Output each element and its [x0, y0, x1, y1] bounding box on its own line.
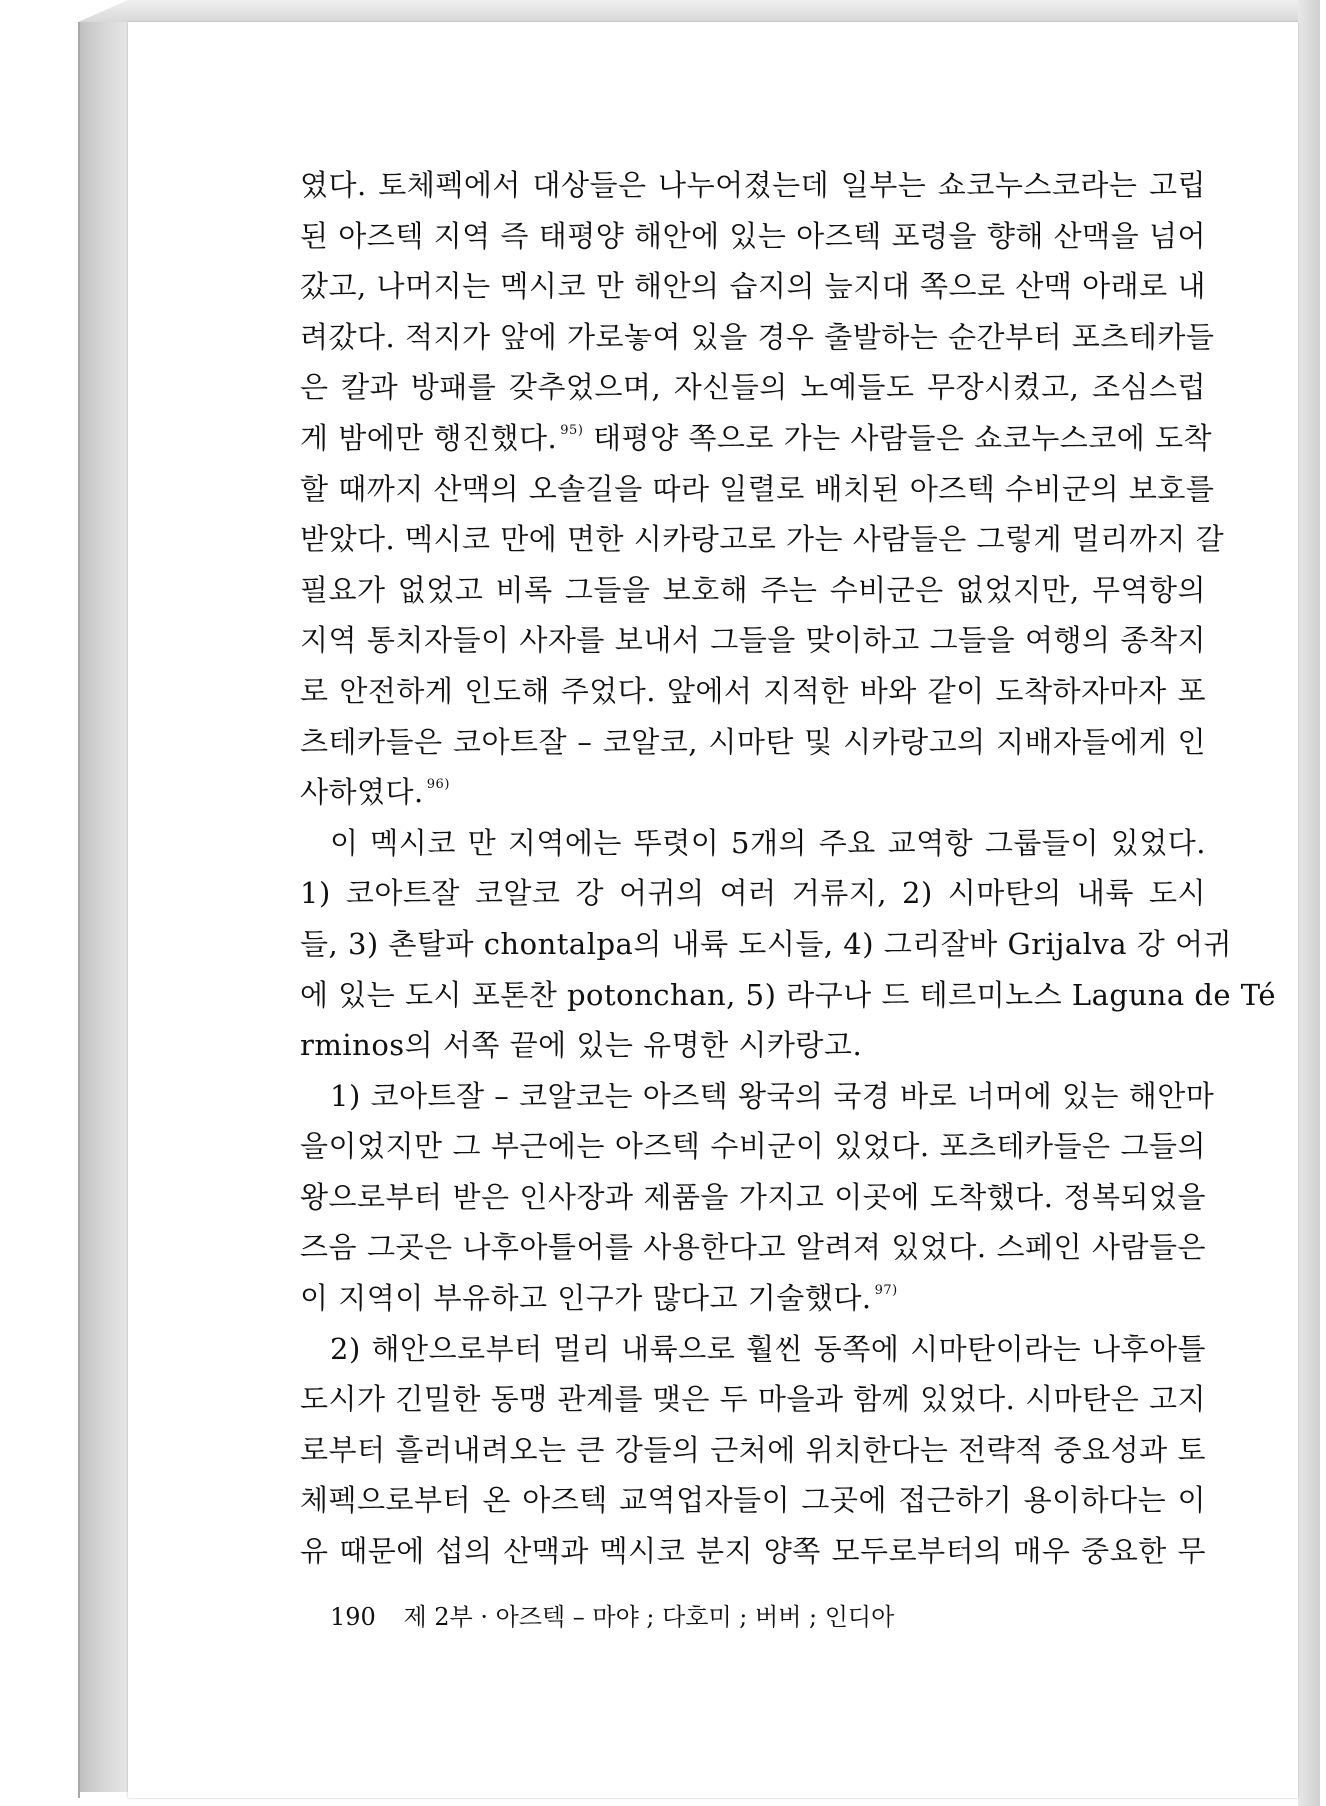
- line-text: 유 때문에 섭의 산맥과 멕시코 분지 양쪽 모두로부터의 매우 중요한 무: [300, 1534, 1206, 1569]
- text-line: [300, 565, 1206, 616]
- line-text: 1) 코아트잘 코알코 강 어귀의 여러 거류지, 2) 시마탄의 내륙 도시: [300, 876, 1206, 911]
- text-line: [300, 211, 1206, 262]
- text-line: [300, 615, 1206, 666]
- text-line: [300, 1324, 1206, 1375]
- line-text: 사하였다.: [300, 775, 424, 810]
- footnote-marker[interactable]: 96): [426, 777, 450, 793]
- page-border: [78, 22, 80, 1798]
- text-line: [300, 1222, 1206, 1273]
- text-line: [300, 1020, 1206, 1071]
- line-text: 갔고, 나머지는 멕시코 만 해안의 습지의 늪지대 쪽으로 산맥 아래로 내: [300, 269, 1206, 304]
- line-text: 에 있는 도시 포톤찬 potonchan, 5) 라구나 드 테르미노스 Laguna de Té: [300, 977, 1277, 1012]
- line-text: 이 지역이 부유하고 인구가 많다고 기술했다.: [300, 1281, 872, 1316]
- text-line: [300, 413, 1212, 464]
- line-text: 1) 코아트잘 – 코알코는 아즈텍 왕국의 국경 바로 너머에 있는 해안마: [330, 1078, 1215, 1113]
- text-line: [300, 767, 1206, 818]
- line-text: 받았다. 멕시코 만에 면한 시카랑고로 가는 사람들은 그렇게 멀리까지 갈: [300, 522, 1225, 557]
- line-text: 즈음 그곳은 나후아틀어를 사용한다고 알려져 있었다. 스페인 사람들은: [300, 1230, 1206, 1265]
- line-text: 은 칼과 방패를 갖추었으며, 자신들의 노예들도 무장시켰고, 조심스럽: [300, 370, 1206, 405]
- line-text: 도시가 긴밀한 동맹 관계를 맺은 두 마을과 함께 있었다. 시마탄은 고지: [300, 1382, 1206, 1417]
- line-text: 지역 통치자들이 사자를 보내서 그들을 맞이하고 그들을 여행의 종착지: [300, 623, 1206, 658]
- line-text: 로 안전하게 인도해 주었다. 앞에서 지적한 바와 같이 도착하자마자 포: [300, 673, 1206, 708]
- book-right-edge: [1298, 0, 1320, 1806]
- text-line: [300, 818, 1206, 869]
- text-line: [300, 717, 1206, 768]
- text-line: [300, 1071, 1215, 1122]
- text-line: [300, 1374, 1206, 1425]
- line-text: 체펙으로부터 온 아즈텍 교역업자들이 그곳에 접근하기 용이하다는 이: [300, 1483, 1206, 1518]
- text-line: [300, 514, 1225, 565]
- line-text-continued: 태평양 쪽으로 가는 사람들은 쇼코누스코에 도착: [583, 420, 1212, 455]
- text-line: [300, 261, 1206, 312]
- line-text: 왕으로부터 받은 인사장과 제품을 가지고 이곳에 도착했다. 정복되었을: [300, 1179, 1206, 1214]
- book-spine: [78, 22, 128, 1792]
- line-text: 할 때까지 산맥의 오솔길을 따라 일렬로 배치된 아즈텍 수비군의 보호를: [300, 471, 1215, 506]
- line-text: 로부터 흘러내려오는 큰 강들의 근처에 위치한다는 전략적 중요성과 토: [300, 1432, 1206, 1467]
- paragraph: [300, 160, 1225, 818]
- line-text: 들, 3) 촌탈파 chontalpa의 내륙 도시들, 4) 그리잘바 Grijalva 강 어귀: [300, 926, 1233, 961]
- line-text: 2) 해안으로부터 멀리 내륙으로 훨씬 동쪽에 시마탄이라는 나후아틀: [330, 1331, 1206, 1366]
- line-text: rminos의 서쪽 끝에 있는 유명한 시카랑고.: [300, 1028, 863, 1063]
- line-text: 게 밤에만 행진했다.: [300, 420, 558, 455]
- text-line: [300, 666, 1206, 717]
- text-line: [300, 919, 1233, 970]
- page-number: 190: [330, 1603, 376, 1631]
- paragraph: [300, 1071, 1215, 1324]
- text-line: [300, 464, 1215, 515]
- body-text: [300, 160, 1277, 1577]
- text-line: [300, 362, 1206, 413]
- line-text: 였다. 토체펙에서 대상들은 나누어졌는데 일부는 쇼코누스코라는 고립: [300, 168, 1206, 202]
- footnote-marker[interactable]: 97): [874, 1283, 898, 1299]
- book-top-edge: [78, 0, 1318, 22]
- text-line: [300, 1475, 1206, 1526]
- line-text: 을이었지만 그 부근에는 아즈텍 수비군이 있었다. 포츠테카들은 그들의: [300, 1129, 1206, 1164]
- text-line: [300, 868, 1206, 919]
- line-text: 츠테카들은 코아트잘 – 코알코, 시마탄 및 시카랑고의 지배자들에게 인: [300, 724, 1206, 759]
- text-line: [300, 1526, 1206, 1577]
- text-line: [300, 1121, 1206, 1172]
- text-line: [300, 970, 1277, 1021]
- text-line: [300, 1172, 1206, 1223]
- line-text: 려갔다. 적지가 앞에 가로놓여 있을 경우 출발하는 순간부터 포츠테카들: [300, 319, 1215, 354]
- footnote-marker[interactable]: 95): [560, 422, 584, 438]
- paragraph: [300, 818, 1277, 1071]
- text-line: [300, 160, 1206, 211]
- text-line: [300, 312, 1215, 363]
- line-text: 이 멕시코 만 지역에는 뚜렷이 5개의 주요 교역항 그룹들이 있었다.: [330, 825, 1206, 860]
- paragraph: [300, 1324, 1206, 1577]
- running-title: 제 2부 · 아즈텍 – 마야 ; 다호미 ; 버버 ; 인디아: [403, 1603, 895, 1631]
- line-text: 된 아즈텍 지역 즉 태평양 해안에 있는 아즈텍 포령을 향해 산맥을 넘어: [300, 218, 1206, 253]
- text-line: [300, 1425, 1206, 1476]
- text-line: [300, 1273, 1206, 1324]
- page-footer: [330, 1597, 894, 1632]
- line-text: 필요가 없었고 비록 그들을 보호해 주는 수비군은 없었지만, 무역항의: [300, 572, 1206, 607]
